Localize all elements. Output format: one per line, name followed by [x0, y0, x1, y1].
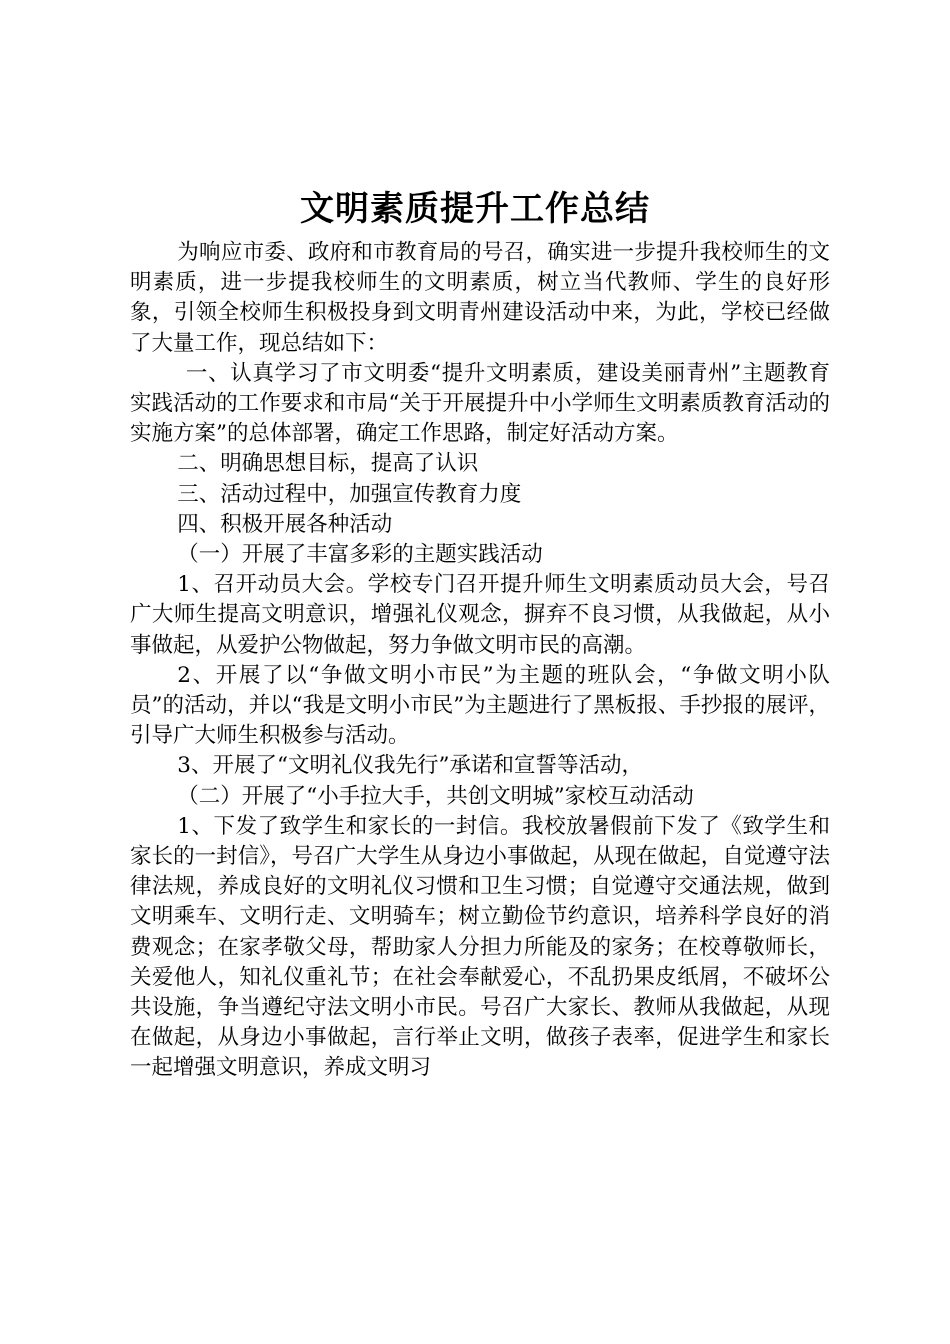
letter-paragraph: 1、下发了致学生和家长的一封信。我校放暑假前下发了《致学生和家长的一封信》，号召广大学生从身边小事做起，从现在做起，自觉遵守法律法规，养成良好的文明礼仪习惯和卫生习惯；自觉遵守交通法规，做到文明乘车、文明行走、文明骑车；树立勤俭节约意识，培养科学良好的消费观念；在家孝敬父母，帮助家人分担力所能及的家务；在校尊敬师长，关爱他人，知礼仪重礼节；在社会奉献爱心，不乱扔果皮纸屑，不破坏公共设施，争当遵纪守法文明小市民。号召广大家长、教师从我做起，从现在做起，从身边小事做起，言行举止文明，做孩子表率，促进学生和家长一起增强文明意识，养成文明习	[130, 813, 830, 1081]
section-1-paragraph: 一、认真学习了市文明委“提升文明素质，建设美丽青州”主题教育实践活动的工作要求和市局“关于开展提升中小学师生文明素质教育活动的实施方案”的总体部署，确定工作思路，制定好活动方案。	[130, 360, 830, 447]
intro-paragraph: 为响应市委、政府和市教育局的号召，确实进一步提升我校师生的文明素质，进一步提我校师生的文明素质，树立当代教师、学生的良好形象，引领全校师生积极投身到文明青州建设活动中来，为此，学校已经做了大量工作，现总结如下：	[130, 240, 830, 356]
subsection-2-heading: （二）开展了“小手拉大手，共创文明城”家校互动活动	[177, 783, 694, 809]
section-2-heading: 二、明确思想目标，提高了认识	[177, 451, 479, 477]
document-title: 文明素质提升工作总结	[300, 189, 650, 229]
document-body	[130, 238, 830, 1084]
section-4-heading: 四、积极开展各种活动	[177, 511, 393, 537]
item-1-paragraph: 1、召开动员大会。学校专门召开提升师生文明素质动员大会，号召广大师生提高文明意识，增强礼仪观念，摒弃不良习惯，从我做起，从小事做起，从爱护公物做起，努力争做文明市民的高潮。	[130, 572, 830, 658]
section-3-heading: 三、活动过程中，加强宣传教育力度	[177, 481, 522, 507]
item-2-paragraph: 2、开展了以“争做文明小市民”为主题的班队会，“争做文明小队员”的活动，并以“我是文明小市民”为主题进行了黑板报、手抄报的展评，引导广大师生积极参与活动。	[130, 662, 830, 749]
subsection-1-heading: （一）开展了丰富多彩的主题实践活动	[177, 542, 543, 568]
item-3-paragraph: 3、开展了“文明礼仪我先行”承诺和宣誓等活动，	[177, 753, 643, 779]
